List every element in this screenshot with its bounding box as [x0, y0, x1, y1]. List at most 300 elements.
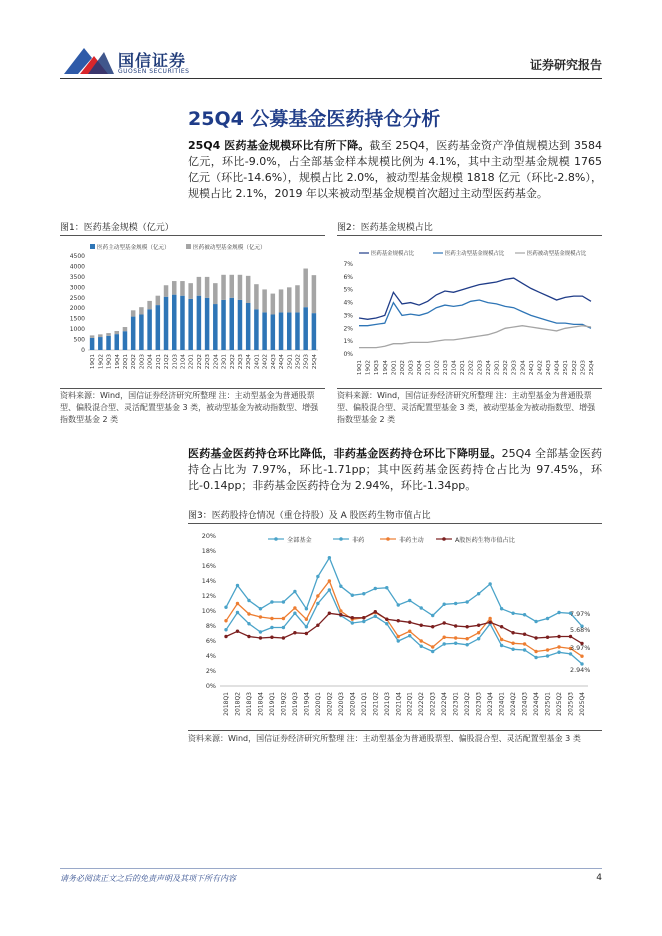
series-point	[465, 643, 468, 646]
series-point	[420, 639, 423, 642]
x-tick-label: 19Q1	[357, 360, 363, 376]
company-name: 国信证券	[118, 51, 187, 70]
bar	[213, 283, 218, 304]
series-point	[465, 600, 468, 603]
x-tick-label: 2020Q3	[337, 692, 345, 716]
x-tick-label: 21Q1	[155, 354, 162, 370]
x-tick-label: 20Q2	[399, 360, 406, 376]
series-point	[236, 602, 239, 605]
series-point	[431, 645, 434, 648]
series-point	[523, 633, 526, 636]
x-tick-label: 25Q2	[295, 354, 302, 370]
series-point	[511, 642, 514, 645]
series-point	[305, 625, 308, 628]
x-tick-label: 24Q3	[546, 360, 553, 376]
x-tick-label: 21Q3	[442, 360, 449, 376]
series-point	[511, 631, 514, 634]
series-point	[236, 630, 239, 633]
series-point	[569, 635, 572, 638]
x-tick-label: 23Q1	[494, 360, 501, 376]
x-tick-label: 20Q4	[417, 360, 424, 376]
series-point	[316, 575, 319, 578]
bar	[188, 283, 193, 299]
series-point	[534, 650, 537, 653]
x-tick-label: 2023Q2	[464, 692, 472, 716]
y-tick-label: 3500	[69, 273, 85, 281]
y-tick-label: 1%	[343, 338, 353, 346]
bar	[312, 313, 317, 350]
x-tick-label: 2025Q4	[579, 692, 586, 716]
x-tick-label: 23Q2	[229, 354, 236, 370]
y-tick-label: 14%	[201, 577, 216, 585]
y-tick-label: 4%	[205, 652, 216, 660]
section-title: 25Q4 公募基金医药持仓分析	[188, 108, 441, 130]
bar	[156, 296, 161, 305]
bar	[123, 327, 128, 331]
x-tick-label: 21Q1	[425, 360, 432, 376]
y-tick-label: 4%	[343, 299, 353, 307]
bar	[164, 297, 169, 350]
bar	[279, 289, 284, 312]
page-number: 4	[596, 873, 602, 883]
series-point	[339, 585, 342, 588]
series-point	[270, 626, 273, 629]
series-point	[534, 636, 537, 639]
x-tick-label: 2022Q2	[418, 692, 426, 716]
series-point	[523, 613, 526, 616]
x-tick-label: 23Q4	[246, 354, 253, 370]
bar	[238, 275, 243, 300]
x-tick-label: 2018Q1	[223, 692, 230, 716]
series-point	[362, 592, 365, 595]
series-point	[408, 630, 411, 633]
series-point	[224, 619, 227, 622]
bar	[287, 312, 292, 350]
series-point	[454, 642, 457, 645]
x-tick-label: 25Q4	[589, 360, 595, 376]
legend-label: 非药主动	[399, 537, 424, 544]
series-point	[397, 603, 400, 606]
series-point	[454, 636, 457, 639]
series-point	[224, 635, 227, 638]
series-point	[316, 602, 319, 605]
series-point	[328, 612, 331, 615]
x-tick-label: 24Q4	[554, 360, 561, 376]
series-point	[477, 631, 480, 634]
series-point	[477, 624, 480, 627]
figure-3-bottom-rule	[188, 730, 602, 731]
figure-1-bottom-rule	[60, 388, 325, 389]
y-tick-label: 8%	[205, 622, 216, 630]
legend-label: 医药主动型基金规模占比	[445, 251, 505, 257]
bar	[106, 336, 111, 350]
legend-marker	[386, 537, 390, 541]
y-tick-label: 0%	[343, 351, 353, 358]
bar	[147, 309, 152, 350]
bar	[180, 281, 185, 296]
series-line	[226, 581, 582, 656]
series-point	[511, 648, 514, 651]
series-point	[454, 602, 457, 605]
figure-2-title-rule	[337, 235, 602, 236]
legend-label: 非药	[352, 537, 365, 544]
paragraph-lead: 医药基金医药持仓环比降低，非药基金医药持仓环比下降明显。	[188, 447, 502, 460]
series-point	[454, 624, 457, 627]
series-point	[397, 639, 400, 642]
series-line	[359, 278, 591, 319]
figure-2-source: 资料来源：Wind，国信证券经济研究所整理 注：主动型基金为普通股票型、偏股混合型、灵活配置型基金 3 类，被动型基金为被动指数型、增强指数型基金 2 类	[337, 391, 596, 424]
y-tick-label: 16%	[201, 562, 216, 570]
y-tick-label: 3%	[343, 312, 353, 320]
x-tick-label: 2022Q4	[441, 692, 449, 716]
series-point	[557, 651, 560, 654]
y-tick-label: 6%	[343, 273, 353, 281]
series-line	[226, 590, 582, 664]
y-tick-label: 0%	[205, 682, 216, 690]
series-point	[546, 654, 549, 657]
bar	[205, 298, 210, 350]
x-tick-label: 23Q3	[237, 354, 244, 370]
x-tick-label: 23Q2	[503, 360, 510, 376]
y-tick-label: 4000	[69, 263, 85, 271]
bar	[213, 304, 218, 350]
series-point	[305, 607, 308, 610]
series-point	[259, 630, 262, 633]
bar	[164, 285, 169, 296]
bar	[139, 314, 144, 350]
x-tick-label: 2019Q3	[291, 692, 299, 716]
bar	[114, 334, 119, 350]
legend-marker	[274, 537, 278, 541]
series-point	[374, 587, 377, 590]
series-point	[488, 621, 491, 624]
y-tick-label: 2%	[205, 667, 216, 675]
figure-2-chart	[337, 238, 602, 388]
series-point	[316, 624, 319, 627]
x-tick-label: 2019Q1	[268, 692, 276, 716]
x-tick-label: 25Q3	[303, 354, 310, 370]
series-point	[351, 594, 354, 597]
x-tick-label: 2025Q3	[567, 692, 575, 716]
series-point	[259, 607, 262, 610]
series-point	[500, 644, 503, 647]
paragraph-fund-scale	[188, 138, 602, 202]
x-tick-label: 24Q3	[270, 354, 277, 370]
x-tick-label: 2018Q3	[245, 692, 253, 716]
x-tick-label: 22Q4	[213, 354, 220, 370]
series-point	[500, 625, 503, 628]
x-tick-label: 21Q4	[180, 354, 187, 370]
header-divider	[60, 78, 602, 79]
x-tick-label: 20Q1	[122, 354, 129, 370]
series-point	[488, 582, 491, 585]
x-tick-label: 2024Q1	[498, 692, 506, 716]
series-point	[397, 635, 400, 638]
y-tick-label: 10%	[201, 607, 216, 615]
x-tick-label: 22Q3	[205, 354, 212, 370]
legend-marker	[442, 537, 446, 541]
series-point	[374, 610, 377, 613]
series-point	[511, 612, 514, 615]
series-point	[408, 621, 411, 624]
series-point	[236, 611, 239, 614]
series-point	[293, 631, 296, 634]
bar	[295, 312, 300, 350]
bar	[295, 285, 300, 312]
series-point	[282, 636, 285, 639]
x-tick-label: 2024Q2	[510, 692, 518, 716]
bar	[312, 275, 317, 313]
series-point	[546, 617, 549, 620]
bar	[114, 331, 119, 334]
y-tick-label: 500	[73, 336, 85, 344]
y-tick-label: 7%	[343, 261, 353, 268]
series-point	[328, 588, 331, 591]
x-tick-label: 20Q2	[131, 354, 138, 370]
y-tick-label: 12%	[201, 592, 216, 600]
y-tick-label: 1000	[69, 326, 85, 334]
series-point	[385, 586, 388, 589]
series-point	[465, 637, 468, 640]
x-tick-label: 2023Q3	[475, 692, 483, 716]
x-tick-label: 2021Q4	[395, 692, 403, 716]
series-point	[557, 645, 560, 648]
x-tick-label: 2022Q3	[429, 692, 437, 716]
bar	[271, 294, 276, 315]
series-point	[293, 590, 296, 593]
series-point	[362, 616, 365, 619]
bar	[303, 307, 308, 350]
series-point	[420, 624, 423, 627]
series-point	[546, 636, 549, 639]
series-point	[316, 594, 319, 597]
series-point	[339, 609, 342, 612]
series-point	[534, 656, 537, 659]
series-line	[226, 558, 582, 626]
company-name-en: GUOSEN SECURITIES	[118, 68, 190, 75]
bar	[262, 289, 267, 312]
bar	[98, 337, 103, 350]
series-point	[397, 619, 400, 622]
x-tick-label: 21Q3	[172, 354, 179, 370]
series-point	[477, 592, 480, 595]
series-point	[420, 606, 423, 609]
series-point	[477, 637, 480, 640]
x-tick-label: 21Q2	[164, 354, 171, 370]
series-point	[328, 579, 331, 582]
bar	[254, 284, 259, 309]
series-point	[442, 603, 445, 606]
y-tick-label: 2000	[69, 305, 85, 313]
y-tick-label: 2500	[69, 294, 85, 302]
bar	[90, 338, 95, 350]
x-tick-label: 22Q4	[485, 360, 492, 376]
series-point	[293, 612, 296, 615]
series-point	[259, 615, 262, 618]
series-point	[488, 617, 491, 620]
series-point	[328, 556, 331, 559]
series-point	[224, 606, 227, 609]
x-tick-label: 24Q4	[279, 354, 286, 370]
series-point	[465, 625, 468, 628]
x-tick-label: 19Q2	[365, 360, 372, 376]
bar	[229, 275, 234, 298]
series-point	[247, 635, 250, 638]
x-tick-label: 21Q2	[434, 360, 441, 376]
series-point	[282, 600, 285, 603]
footer-disclaimer: 请务必阅读正文之后的免责声明及其项下所有内容	[60, 874, 236, 883]
bar	[90, 335, 95, 338]
y-tick-label: 20%	[201, 532, 216, 540]
series-point	[557, 635, 560, 638]
bar	[287, 287, 292, 312]
bar	[271, 314, 276, 350]
x-tick-label: 2024Q4	[533, 692, 541, 716]
bar	[303, 269, 308, 308]
x-tick-label: 19Q2	[98, 354, 105, 370]
end-value-label: 3.97%	[570, 644, 591, 652]
x-tick-label: 19Q3	[106, 354, 113, 370]
x-tick-label: 23Q1	[221, 354, 228, 370]
bar	[197, 296, 202, 350]
end-value-label: 5.68%	[570, 626, 591, 634]
figure-1-chart	[60, 238, 325, 388]
series-line	[359, 300, 591, 328]
x-tick-label: 22Q1	[188, 354, 195, 370]
x-tick-label: 19Q3	[374, 360, 381, 376]
series-point	[420, 645, 423, 648]
end-value-label: 7.97%	[570, 610, 591, 618]
x-tick-label: 2019Q2	[280, 692, 288, 716]
series-point	[305, 632, 308, 635]
series-point	[282, 617, 285, 620]
bar	[131, 317, 136, 350]
series-point	[247, 622, 250, 625]
series-point	[270, 600, 273, 603]
x-tick-label: 2020Q2	[326, 692, 334, 716]
series-point	[442, 642, 445, 645]
series-point	[431, 614, 434, 617]
x-tick-label: 23Q4	[520, 360, 527, 376]
figure-2-bottom-rule	[337, 388, 602, 389]
report-type: 证券研究报告	[529, 58, 602, 72]
bar	[106, 333, 111, 336]
series-point	[431, 650, 434, 653]
y-tick-label: 5%	[343, 286, 353, 294]
series-line	[359, 326, 591, 348]
series-point	[385, 618, 388, 621]
x-tick-label: 20Q4	[147, 354, 154, 370]
x-tick-label: 2018Q4	[257, 692, 265, 716]
bar	[139, 307, 144, 314]
figure-1-title-rule	[60, 235, 325, 236]
series-point	[305, 618, 308, 621]
x-tick-label: 24Q1	[528, 360, 535, 376]
series-point	[569, 652, 572, 655]
series-point	[580, 655, 583, 658]
figure-3-chart	[188, 526, 602, 730]
series-point	[374, 615, 377, 618]
legend-swatch	[90, 244, 95, 249]
figure-1-title: 图1：医药基金规模（亿元）	[60, 223, 174, 233]
x-tick-label: 20Q3	[408, 360, 415, 376]
legend-swatch	[186, 244, 191, 249]
x-tick-label: 22Q2	[196, 354, 203, 370]
legend-label: 医药被动型基金规模占比	[527, 251, 587, 257]
x-tick-label: 2023Q1	[452, 692, 460, 716]
series-point	[523, 648, 526, 651]
x-tick-label: 23Q3	[511, 360, 518, 376]
series-point	[247, 612, 250, 615]
series-point	[557, 611, 560, 614]
company-logo	[60, 44, 116, 78]
series-point	[339, 613, 342, 616]
legend-label: 医药基金规模占比	[371, 251, 415, 257]
bar	[172, 281, 177, 295]
end-value-label: 2.94%	[570, 666, 591, 674]
x-tick-label: 22Q2	[468, 360, 475, 376]
x-tick-label: 24Q2	[262, 354, 269, 370]
legend-label: 全部基金	[287, 537, 312, 544]
series-point	[224, 628, 227, 631]
bar	[246, 276, 251, 303]
series-point	[270, 636, 273, 639]
series-point	[270, 617, 273, 620]
x-tick-label: 19Q4	[114, 354, 121, 370]
bar	[172, 295, 177, 350]
figure-3-title-rule	[188, 523, 602, 524]
x-tick-label: 2025Q2	[556, 692, 564, 716]
bar	[188, 299, 193, 350]
figure-3-source: 资料来源：Wind，国信证券经济研究所整理 注：主动型基金为普通股票型、偏股混合型、灵活配置型基金 3 类	[188, 734, 581, 743]
x-tick-label: 2020Q4	[349, 692, 357, 716]
series-point	[293, 606, 296, 609]
bar	[221, 275, 226, 300]
bar	[156, 305, 161, 350]
x-tick-label: 2020Q1	[314, 692, 322, 716]
x-tick-label: 20Q1	[391, 360, 398, 376]
y-tick-label: 2%	[343, 325, 353, 333]
x-tick-label: 2024Q3	[521, 692, 529, 716]
footer-divider	[60, 868, 602, 869]
figure-2-title: 图2：医药基金规模占比	[337, 223, 433, 233]
bar	[98, 334, 103, 337]
x-tick-label: 25Q3	[580, 360, 587, 376]
figure-3-title: 图3：医药股持仓情况（重仓持股）及 A 股医药生物市值占比	[188, 511, 431, 521]
x-tick-label: 2025Q1	[544, 692, 552, 716]
x-tick-label: 2018Q2	[234, 692, 242, 716]
y-tick-label: 6%	[205, 637, 216, 645]
x-tick-label: 24Q1	[254, 354, 261, 370]
bar	[205, 277, 210, 298]
series-point	[385, 622, 388, 625]
bar	[147, 301, 152, 309]
bar	[123, 331, 128, 350]
series-point	[351, 621, 354, 624]
x-tick-label: 19Q4	[382, 360, 389, 376]
paragraph-lead: 25Q4 医药基金规模环比有所下降。	[188, 139, 370, 152]
bar	[229, 298, 234, 350]
x-tick-label: 25Q1	[563, 360, 570, 376]
x-tick-label: 22Q3	[477, 360, 484, 376]
x-tick-label: 2021Q2	[372, 692, 380, 716]
x-tick-label: 25Q4	[311, 354, 318, 370]
legend-label: 医药主动型基金规模（亿元）	[97, 245, 170, 251]
x-tick-label: 19Q1	[90, 354, 97, 370]
x-tick-label: 2019Q4	[303, 692, 311, 716]
x-tick-label: 2023Q4	[487, 692, 495, 716]
series-point	[351, 616, 354, 619]
